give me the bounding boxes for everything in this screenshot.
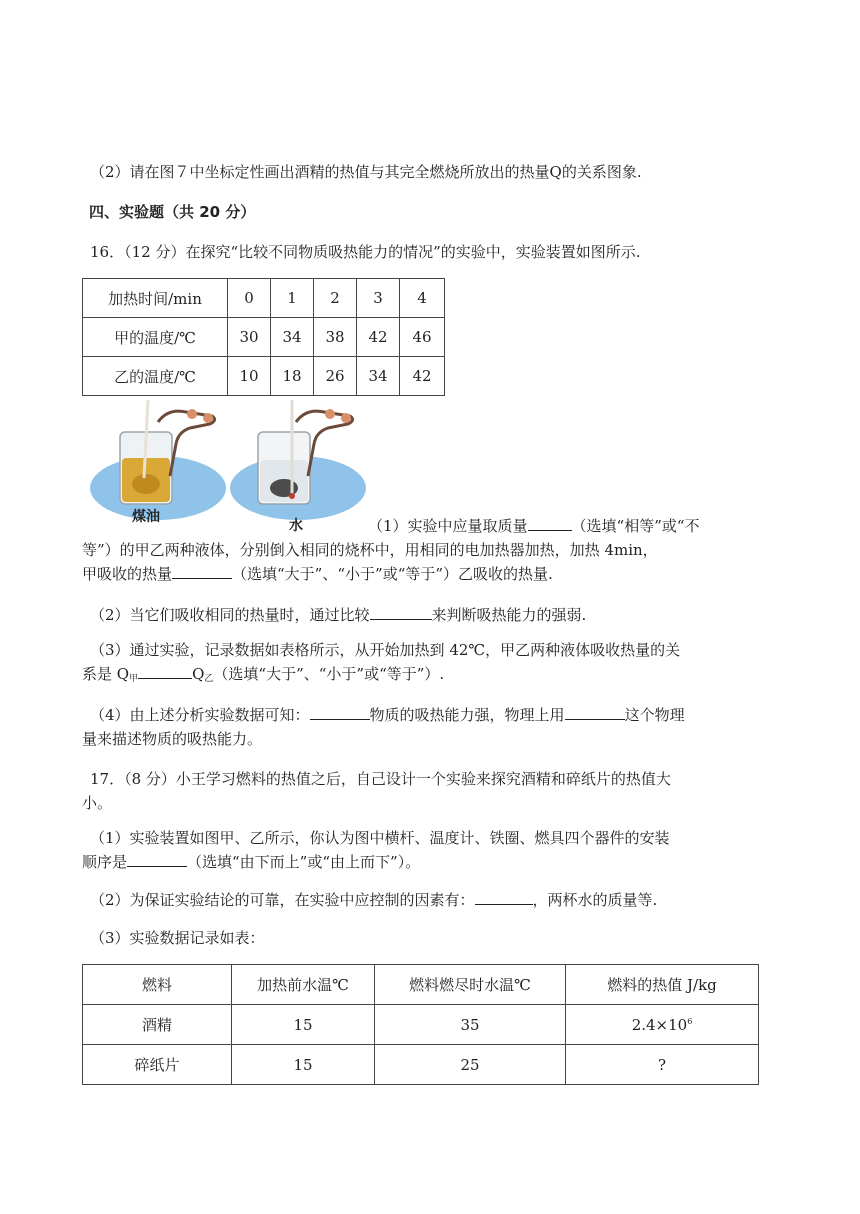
answer-blank[interactable] [138,664,192,679]
table-header-cell: 2 [314,279,357,318]
table-header-cell: 4 [400,279,445,318]
kerosene-label: 煤油 [132,509,160,525]
table-row [83,1045,759,1085]
table-cell: 26 [314,357,357,396]
table-cell: 42 [357,318,400,357]
text: 来判断吸热能力的强弱. [431,606,587,624]
q17-p3: （3）实验数据记录如表： [90,929,265,947]
water-label: 水 [289,518,303,534]
table-row [83,965,759,1005]
table-header-cell: 燃料燃尽时水温℃ [375,965,566,1005]
text: （4）由上述分析实验数据可知： [90,706,310,724]
table-cell: 乙的温度/℃ [83,357,228,396]
table-cell: 38 [314,318,357,357]
answer-blank[interactable] [172,564,232,579]
exponent: 6 [687,1016,693,1026]
table-cell: 18 [271,357,314,396]
table-cell: 34 [271,318,314,357]
table-row [83,357,445,396]
answer-blank[interactable] [528,516,572,531]
text: Q [192,665,205,683]
table-cell: 30 [228,318,271,357]
table-cell: 35 [375,1005,566,1045]
table-row [83,279,445,318]
text: （选填“大于”、“小于”或“等于”）乙吸收的热量. [232,565,553,583]
table-cell [566,1045,759,1085]
text: （2）当它们吸收相同的热量时，通过比较 [90,606,370,624]
answer-blank[interactable] [127,852,187,867]
table-cell [566,1005,759,1045]
table-header-cell: 3 [357,279,400,318]
q16-p1-line2: 等”）的甲乙两种液体，分别倒入相同的烧杯中，用相同的电加热器加热，加热 4min， [82,541,658,559]
table-row [83,318,445,357]
q17-intro-line1: 17．（8 分）小王学习燃料的热值之后，自己设计一个实验来探究酒精和碎纸片的热值大 [90,770,671,788]
table-header-cell: 燃料的热值 J/kg [566,965,759,1005]
table-header-cell: 燃料 [83,965,232,1005]
table-header-cell: 1 [271,279,314,318]
q15-part2: （2）请在图７中坐标定性画出酒精的热值与其完全燃烧所放出的热量Q的关系图象. [90,163,642,181]
beaker-figure [88,398,368,538]
q17-table [82,964,759,1085]
q16-p4-line1 [90,705,685,725]
q16-table [82,278,445,396]
q17-p1-line1: （1）实验装置如图甲、乙所示，你认为图中横杆、温度计、铁圈、燃具四个器件的安装 [90,829,670,847]
q16-p4-line2: 量来描述物质的吸热能力。 [82,730,263,748]
q16-p3-line1: （3）通过实验，记录数据如表格所示，从开始加热到 42℃，甲乙两种液体吸收热量的关 [90,641,681,659]
q16-p2 [90,605,586,625]
heat-value: 2.4×10 [631,1015,688,1034]
text: 顺序是 [82,853,128,871]
answer-blank[interactable] [310,705,370,720]
text: （选填“大于”、“小于”或“等于”）. [213,665,445,683]
q16-intro: 16．（12 分）在探究“比较不同物质吸热能力的情况”的实验中，实验装置如图所示. [90,243,641,261]
text: 这个物理 [624,706,685,724]
text: ，两杯水的质量等. [532,891,658,909]
text: （选填“相等”或“不 [571,517,700,535]
text: 系是 Q [82,665,130,683]
q17-p1-line2 [82,852,420,872]
text: 甲吸收的热量 [82,565,173,583]
table-cell: 46 [400,318,445,357]
table-cell: 甲的温度/℃ [83,318,228,357]
answer-blank[interactable] [565,705,625,720]
table-cell: 15 [232,1005,375,1045]
table-cell: 34 [357,357,400,396]
answer-blank[interactable] [475,890,533,905]
q17-p2 [90,890,657,910]
text: 物质的吸热能力强，物理上用 [369,706,565,724]
table-cell: 碎纸片 [83,1045,232,1085]
subscript: 甲 [129,674,139,684]
text: （2）为保证实验结论的可靠，在实验中应控制的因素有： [90,891,475,909]
q16-p1-line3 [82,564,553,584]
subscript: 乙 [204,674,214,684]
heat-value: ? [657,1055,667,1074]
answer-blank[interactable] [370,605,432,620]
table-cell: 25 [375,1045,566,1085]
q16-p1-line1 [368,516,700,536]
text: （1）实验中应量取质量 [368,517,528,535]
q16-p3-line2 [82,664,444,689]
text: （选填“由下而上”或“由上而下”）。 [187,853,421,871]
table-cell: 酒精 [83,1005,232,1045]
table-cell: 10 [228,357,271,396]
table-row [83,1005,759,1045]
table-cell: 42 [400,357,445,396]
table-header-cell: 加热前水温℃ [232,965,375,1005]
table-cell: 15 [232,1045,375,1085]
section-title: 四、实验题（共 20 分） [89,203,256,221]
q17-intro-line2: 小。 [82,794,113,812]
table-header-cell: 加热时间/min [83,279,228,318]
table-header-cell: 0 [228,279,271,318]
